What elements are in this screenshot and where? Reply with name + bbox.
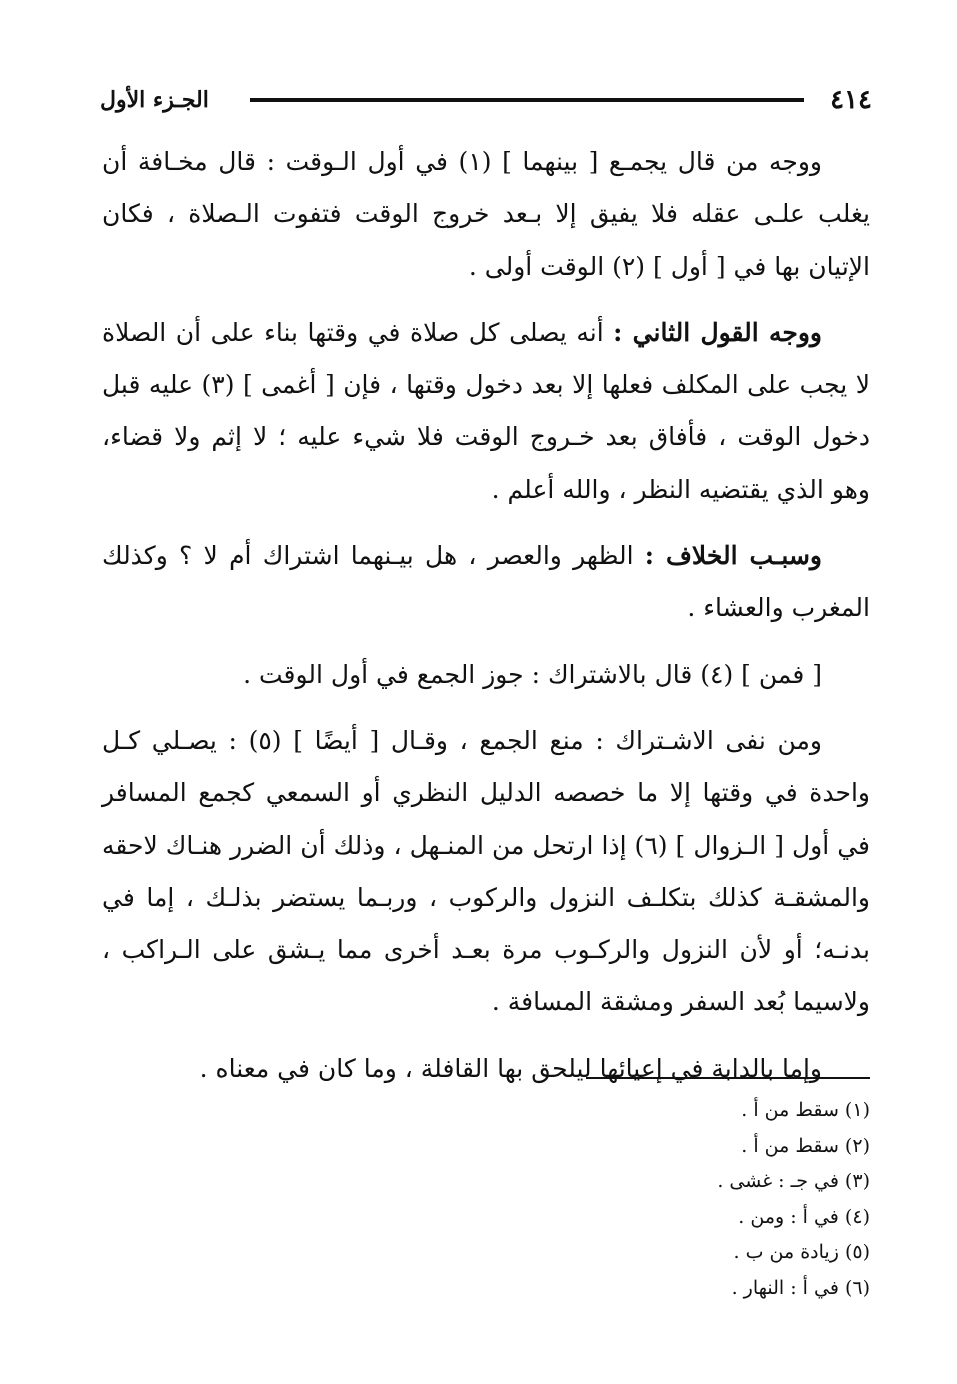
paragraph-text: ووجه من قال يجمـع [ بينهما ] (١) في أول الـوقت : قال مخـافة أن يغلب علـى عقله فلا يفيق إلا بـعد خروج الوقت فتفوت الـصلاة ، فكان الإتيان بها في [ أول ] (٢) الوقت أولى . [102,147,870,281]
paragraph [102,649,870,701]
paragraph [102,715,870,1029]
paragraph [102,307,870,516]
running-header [100,78,872,122]
paragraph-text: الظهر والعصر ، هل بيـنهما اشتراك أم لا ؟ وكذلك المغرب والعشاء . [102,541,870,623]
footnotes [500,1093,870,1306]
footnote: (٤) في أ : ومن . [738,1205,870,1228]
paragraph [102,1043,870,1095]
paragraph-text: أنه يصلى كل صلاة في وقتها بناء على أن الصلاة لا يجب على المكلف فعلها إلا بعد دخول وقتها ، فإن [ أغمى ] (٣) عليه قبل دخول الوقت ، فأفاق بعد خـروج الوقت فلا شيء عليه ؛ لا إثم ولا قضاء، وهو الذي يقتضيه النظر ، والله أعلم . [102,317,870,504]
footnote: (٢) سقط من أ . [741,1134,870,1157]
header-rule [250,98,804,102]
paragraph-text: وإما بالدابة في إعيائها ليلحق بها القافلة ، وما كان في معناه . [199,1053,822,1083]
footnote: (٣) في جـ : غشى . [717,1170,870,1192]
paragraph-text: [ فمن ] (٤) قال بالاشتراك : جوز الجمع في أول الوقت . [243,659,822,689]
paragraph-text: ومن نفى الاشـتراك : منع الجمع ، وقـال [ أيضًا ] (٥) : يصـلي كـل واحدة في وقتها إلا ما خصصه الدليل النظري أو السمعي كجمع المسافر في أول [ الـزوال ] (٦) إذا ارتحل من المنـهل ، وذلك أن الضرر هنـاك لاحقه والمشقـة كذلك بتكلـف النزول والركوب ، وربـما يستضر بذلـك ، إما في بدنـه؛ أو لأن النزول والركـوب مرة بعـد أخرى مما يـشق على الـراكب ، ولاسيما بُعد السفر ومشقة المسافة . [102,725,870,1017]
body-text [102,136,870,1095]
footnote: (٦) في أ : النهار . [731,1276,870,1299]
paragraph-lead: وسبـب الخلاف : [644,541,822,571]
running-title: الجـزء الأول [100,87,209,113]
paragraph-lead: ووجه القول الثاني : [613,317,822,347]
paragraph [102,530,870,635]
footnote: (١) سقط من أ . [741,1099,870,1121]
footnote-rule [586,1077,870,1079]
paragraph [102,136,870,293]
page-number: ٤١٤ [830,85,872,115]
footnote: (٥) زيادة من ب . [733,1241,870,1263]
